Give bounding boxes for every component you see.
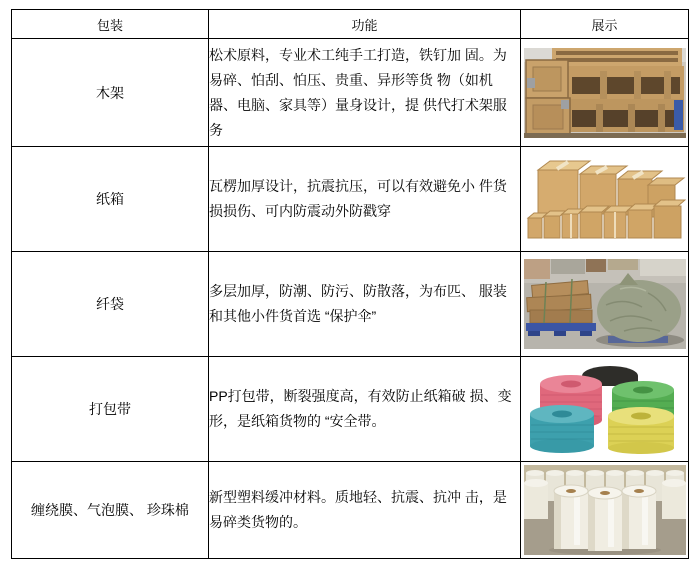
row-fiber-bag <box>12 252 689 357</box>
package-name: 木架 <box>12 39 209 147</box>
row-strapping-band <box>12 357 689 462</box>
package-name: 纸箱 <box>12 147 209 252</box>
packaging-table <box>11 9 689 559</box>
function-description: 松术原料，专业术工纯手工打造，铁钉加 固。为易碎、怕刮、怕压、贵重、异形等货 物（如机器、电脑、家具等）量身设计，提 供代打术架服务 <box>209 39 521 147</box>
package-name: 打包带 <box>12 357 209 462</box>
woven-fiber-bags-photo <box>524 259 686 349</box>
package-name: 缠绕膜、气泡膜、 珍珠棉 <box>12 462 209 559</box>
function-description: PP打包带，断裂强度高，有效防止纸箱破 损、变形，是纸箱货物的 “安全带。 <box>209 357 521 462</box>
pp-strapping-rolls-photo <box>524 364 686 454</box>
column-header-display: 展示 <box>521 10 689 39</box>
wooden-crates-photo <box>524 48 686 138</box>
stretch-film-rolls-photo <box>524 465 686 555</box>
row-carton <box>12 147 689 252</box>
function-description: 多层加厚，防潮、防污、防散落，为布匹、 服装和其他小件货首选 “保护伞” <box>209 252 521 357</box>
row-stretch-film <box>12 462 689 559</box>
column-header-function: 功能 <box>209 10 521 39</box>
column-header-package: 包装 <box>12 10 209 39</box>
table-header-row <box>12 10 689 39</box>
function-description: 瓦楞加厚设计，抗震抗压，可以有效避免小 件货损损伤、可内防震动外防戳穿 <box>209 147 521 252</box>
package-name: 纤袋 <box>12 252 209 357</box>
row-wooden-frame <box>12 39 689 147</box>
cardboard-boxes-photo <box>524 154 686 244</box>
function-description: 新型塑料缓冲材料。质地轻、抗震、抗冲 击，是易碎类货物的。 <box>209 462 521 559</box>
